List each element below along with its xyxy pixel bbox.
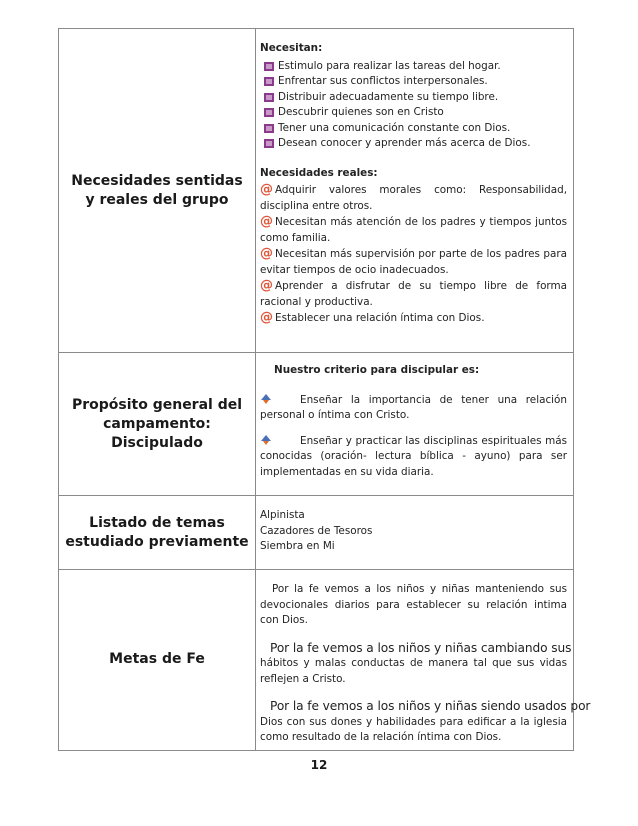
red-at-bullet-icon: @	[260, 310, 273, 325]
triangle-bullet-icon	[260, 393, 272, 405]
necesitan-item-text: Enfrentar sus conflictos interpersonales.	[278, 75, 488, 87]
row-necesidades	[59, 29, 574, 353]
purple-box-bullet-icon	[263, 107, 275, 118]
purple-box-bullet-icon	[263, 76, 275, 87]
content-necesidades	[256, 29, 574, 353]
reales-item-text: Necesitan más supervisión por parte de los padres para evitar tiempos de ocio inadecuados.	[260, 248, 567, 276]
red-at-bullet-icon: @	[260, 182, 273, 197]
purple-box-bullet-icon	[263, 123, 275, 134]
purple-box-bullet-icon	[263, 92, 275, 103]
red-at-bullet-icon: @	[260, 278, 273, 293]
meta-item-lead: Por la fe vemos a los niños y niñas siendo usados por	[270, 699, 591, 713]
meta-item-lead: Por la fe vemos a los niños y niñas cambiando sus	[270, 640, 572, 655]
reales-item-text: Aprender a disfrutar de su tiempo libre de forma racional y productiva.	[260, 280, 567, 308]
meta-item-rest: hábitos y malas conductas de manera tal que sus vidas reflejen a Cristo.	[260, 657, 567, 685]
necesitan-list	[260, 59, 567, 152]
label-proposito-text: Propósito general del campamento: Discipulado	[71, 396, 243, 451]
label-temas	[59, 496, 256, 570]
meta-item-rest: Dios con sus dones y habilidades para edificar a la iglesia como resultado de la relación íntima con Dios.	[260, 715, 567, 743]
label-metas	[59, 570, 256, 751]
page-number: 12	[310, 758, 328, 772]
meta-item-text: Por la fe vemos a los niños y niñas manteniendo sus devocionales diarios para establecer su relación intima con Dios.	[260, 583, 567, 626]
row-metas	[59, 570, 574, 751]
necesitan-item-text: Tener una comunicación constante con Dios.	[278, 121, 511, 134]
necesitan-item	[260, 121, 567, 137]
reales-item-text: Necesitan más atención de los padres y tiempos juntos como familia.	[260, 216, 567, 244]
content-proposito	[256, 353, 574, 496]
reales-item	[260, 183, 567, 214]
necesitan-item-text: Desean conocer y aprender más acerca de Dios.	[278, 137, 531, 149]
meta-item	[260, 582, 567, 629]
reales-list	[260, 183, 567, 327]
criterio-list	[260, 381, 567, 481]
purple-box-bullet-icon	[263, 61, 275, 72]
tema-item: Alpinista	[260, 509, 305, 521]
criterio-item	[260, 434, 567, 481]
tema-item: Cazadores de Tesoros	[260, 524, 373, 537]
content-metas	[256, 570, 591, 751]
row-temas	[59, 496, 574, 570]
tema-item: Siembra en Mi	[260, 540, 335, 552]
necesitan-item-text: Descubrir quienes son en Cristo	[278, 106, 444, 118]
label-metas-text: Metas de Fe	[109, 651, 205, 668]
reales-item	[260, 279, 567, 310]
reales-heading: Necesidades reales:	[260, 166, 378, 179]
criterio-item	[260, 393, 567, 424]
red-at-bullet-icon: @	[260, 214, 273, 229]
criterio-heading: Nuestro criterio para discipular es:	[274, 364, 480, 376]
label-necesidades-text: Necesidades sentidas y reales del grupo	[71, 172, 243, 208]
red-at-bullet-icon: @	[260, 246, 273, 261]
temas-list	[256, 496, 573, 559]
purple-box-bullet-icon	[263, 138, 275, 149]
necesitan-item	[260, 90, 567, 106]
necesitan-item	[260, 74, 567, 90]
necesitan-heading: Necesitan:	[260, 42, 323, 54]
reales-item	[260, 215, 567, 246]
criterio-item-text: Enseñar la importancia de tener una relación personal o íntima con Cristo.	[260, 393, 567, 421]
necesitan-item-text: Distribuir adecuadamente su tiempo libre.	[278, 90, 499, 103]
content-temas	[256, 496, 574, 570]
reales-item	[260, 311, 567, 327]
triangle-bullet-icon	[260, 434, 272, 446]
necesitan-item-text: Estimulo para realizar las tareas del hogar.	[278, 59, 501, 72]
label-proposito	[59, 353, 256, 496]
meta-item	[260, 699, 591, 746]
metas-list	[256, 570, 591, 750]
necesitan-item	[260, 136, 567, 152]
meta-item	[260, 640, 572, 688]
reales-item	[260, 247, 567, 278]
reales-item-text: Establecer una relación íntima con Dios.	[275, 312, 485, 324]
label-necesidades	[59, 29, 256, 353]
reales-item-text: Adquirir valores morales como: Responsabilidad, disciplina entre otros.	[260, 184, 567, 212]
label-temas-text: Listado de temas estudiado previamente	[65, 514, 249, 550]
necesitan-item	[260, 105, 567, 121]
row-proposito	[59, 353, 574, 496]
necesitan-item	[260, 59, 567, 75]
lesson-plan-table	[58, 28, 591, 751]
criterio-item-text: Enseñar y practicar las disciplinas espirituales más conocidas (oración- lectura bíblica - ayuno) para ser implementadas en su vida diaria.	[260, 434, 567, 478]
